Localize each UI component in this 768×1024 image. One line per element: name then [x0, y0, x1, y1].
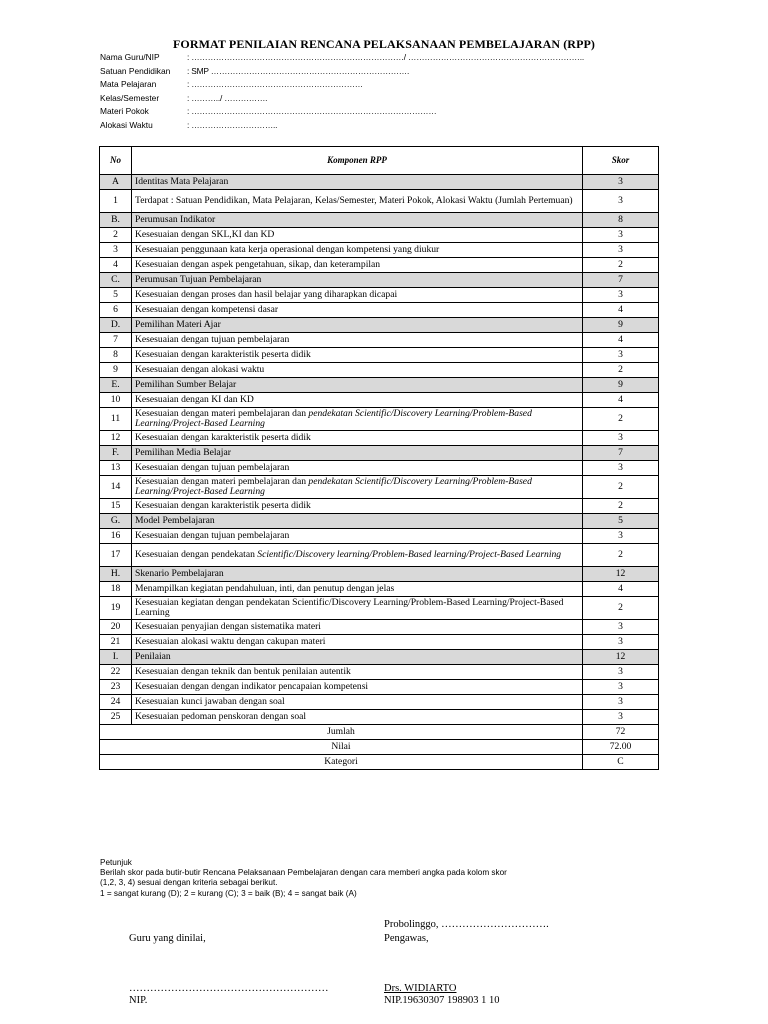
summary-row — [100, 725, 659, 740]
identity-field-row — [100, 106, 584, 120]
row-number: 14 — [100, 476, 132, 499]
identity-fields — [100, 52, 584, 134]
row-score: 12 — [583, 567, 659, 582]
component-text: Perumusan Tujuan Pembelajaran — [135, 273, 262, 285]
component-text: Kesesuaian dengan kompetensi dasar — [135, 303, 279, 315]
instructions-line: (1,2, 3, 4) sesuai dengan kriteria sebagai berikut. — [100, 878, 278, 888]
table-row — [100, 408, 659, 431]
header-component: Komponen RPP — [132, 147, 583, 175]
component-text: Kesesuaian dengan SKL,KI dan KD — [135, 228, 275, 240]
table-row — [100, 190, 659, 213]
component-text: Pemilihan Media Belajar — [135, 446, 231, 458]
section-row — [100, 514, 659, 529]
component-text: Kesesuaian dengan pendekatan — [135, 548, 258, 560]
row-component — [132, 665, 583, 680]
component-text: Kesesuaian dengan aspek pengetahuan, sikap, dan keterampilan — [135, 258, 381, 270]
section-row — [100, 650, 659, 665]
row-score: 3 — [583, 680, 659, 695]
row-component — [132, 393, 583, 408]
component-text: Kesesuaian penyajian dengan sistematika materi — [135, 620, 321, 632]
component-text: Kesesuaian kegiatan dengan pendekatan Scientific/Discovery Learning/Problem-Based Learning/Project-Based Learning — [135, 596, 564, 618]
row-number: 24 — [100, 695, 132, 710]
table-row — [100, 665, 659, 680]
supervisor-role: Pengawas, — [384, 933, 429, 944]
identity-field-label: Nama Guru/NIP — [100, 52, 160, 62]
section-row — [100, 567, 659, 582]
teacher-role: Guru yang dinilai, — [129, 933, 206, 944]
row-score: 2 — [583, 476, 659, 499]
row-number: 18 — [100, 582, 132, 597]
row-number: C. — [100, 273, 132, 288]
table-row — [100, 243, 659, 258]
component-text: Kesesuaian penggunaan kata kerja operasional dengan kompetensi yang diukur — [135, 243, 440, 255]
row-number: 8 — [100, 348, 132, 363]
row-score: 2 — [583, 544, 659, 567]
row-number: G. — [100, 514, 132, 529]
component-text: Kesesuaian dengan KI dan KD — [135, 393, 254, 405]
section-row — [100, 213, 659, 228]
row-component — [132, 597, 583, 620]
row-component — [132, 710, 583, 725]
component-approach-text: pendekatan Scientific/Discovery Learning/Problem-Based Learning/Project-Based Learning — [135, 475, 532, 497]
identity-field-value: : ……………………………………………………………………………… — [187, 106, 437, 117]
identity-field-label: Kelas/Semester — [100, 92, 160, 103]
component-text: Kesesuaian dengan karakteristik peserta didik — [135, 348, 311, 360]
component-text: Terdapat : Satuan Pendidikan, Mata Pelajaran, Kelas/Semester, Materi Pokok, Alokasi Waktu (Jumlah Pertemuan) — [135, 194, 573, 206]
row-score: 3 — [583, 348, 659, 363]
row-score: 3 — [583, 288, 659, 303]
row-score: 3 — [583, 461, 659, 476]
identity-field-row — [100, 120, 584, 134]
row-component — [132, 228, 583, 243]
component-text: Kesesuaian kunci jawaban dengan soal — [135, 695, 285, 707]
row-score: 2 — [583, 363, 659, 378]
summary-row — [100, 755, 659, 770]
identity-field-row — [100, 93, 584, 107]
supervisor-nip: NIP.19630307 198903 1 10 — [384, 995, 500, 1006]
row-number: 10 — [100, 393, 132, 408]
component-text: Penilaian — [135, 650, 171, 662]
row-score: 9 — [583, 378, 659, 393]
row-number: 19 — [100, 597, 132, 620]
component-text: Kesesuaian pedoman penskoran dengan soal — [135, 710, 307, 722]
instructions-line: Berilah skor pada butir-butir Rencana Pelaksanaan Pembelajaran dengan cara memberi angka pada kolom skor — [100, 868, 507, 878]
component-text: Model Pembelajaran — [135, 514, 215, 526]
row-number: D. — [100, 318, 132, 333]
identity-field-label: Mata Pelajaran — [100, 79, 157, 90]
component-text: Kesesuaian dengan tujuan pembelajaran — [135, 333, 290, 345]
row-score: 3 — [583, 431, 659, 446]
row-component — [132, 499, 583, 514]
row-component — [132, 529, 583, 544]
header-score: Skor — [583, 147, 659, 175]
row-number: 17 — [100, 544, 132, 567]
component-text: Skenario Pembelajaran — [135, 567, 224, 579]
row-component — [132, 514, 583, 529]
row-number: 16 — [100, 529, 132, 544]
table-row — [100, 333, 659, 348]
row-score: 3 — [583, 620, 659, 635]
identity-field-label: Alokasi Waktu — [100, 119, 153, 130]
row-component — [132, 303, 583, 318]
row-number: 20 — [100, 620, 132, 635]
row-component — [132, 258, 583, 273]
row-component — [132, 461, 583, 476]
teacher-name-line: ………………………………………………… — [129, 983, 329, 994]
row-score: 3 — [583, 710, 659, 725]
row-score: 5 — [583, 514, 659, 529]
row-number: 21 — [100, 635, 132, 650]
table-row — [100, 635, 659, 650]
row-component — [132, 680, 583, 695]
component-text: Kesesuaian dengan tujuan pembelajaran — [135, 461, 290, 473]
row-component — [132, 333, 583, 348]
row-component — [132, 243, 583, 258]
rpp-assessment-table — [99, 146, 659, 770]
summary-label: Kategori — [100, 755, 583, 770]
row-component — [132, 582, 583, 597]
row-number: H. — [100, 567, 132, 582]
row-score: 3 — [583, 190, 659, 213]
table-row — [100, 461, 659, 476]
identity-field-value: : ……………………………………………………………………/ ……………………………………………………….. — [187, 52, 584, 62]
table-row — [100, 228, 659, 243]
identity-field-value: : ………../ ……………. — [187, 92, 268, 103]
row-component — [132, 567, 583, 582]
component-text: Pemilihan Materi Ajar — [135, 318, 221, 330]
component-text: Kesesuaian dengan teknik dan bentuk penilaian autentik — [135, 665, 351, 677]
component-text: Kesesuaian alokasi waktu dengan cakupan materi — [135, 635, 326, 647]
row-number: 12 — [100, 431, 132, 446]
row-number: 25 — [100, 710, 132, 725]
row-component — [132, 318, 583, 333]
section-row — [100, 175, 659, 190]
row-score: 3 — [583, 635, 659, 650]
identity-field-row — [100, 52, 584, 66]
row-score: 3 — [583, 175, 659, 190]
row-number: 9 — [100, 363, 132, 378]
supervisor-name: Drs. WIDIARTO — [384, 983, 457, 994]
row-number: I. — [100, 650, 132, 665]
component-text: Kesesuaian dengan karakteristik peserta didik — [135, 499, 311, 511]
row-score: 9 — [583, 318, 659, 333]
table-row — [100, 288, 659, 303]
component-text: Kesesuaian dengan proses dan hasil belajar yang diharapkan dicapai — [135, 288, 398, 300]
component-text: Kesesuaian dengan materi pembelajaran dan — [135, 407, 309, 419]
table-row — [100, 476, 659, 499]
row-component — [132, 695, 583, 710]
component-text: Kesesuaian dengan karakteristik peserta didik — [135, 431, 311, 443]
component-approach-text: Scientific/Discovery learning/Problem-Based learning/Project-Based Learning — [257, 548, 562, 560]
table-row — [100, 597, 659, 620]
identity-field-value: : ………………………….. — [187, 119, 278, 130]
row-number: 1 — [100, 190, 132, 213]
table-row — [100, 348, 659, 363]
table-row — [100, 303, 659, 318]
summary-label: Nilai — [100, 740, 583, 755]
summary-value: 72.00 — [583, 740, 659, 755]
table-row — [100, 363, 659, 378]
row-number: A — [100, 175, 132, 190]
row-component — [132, 446, 583, 461]
row-number: 23 — [100, 680, 132, 695]
row-number: 7 — [100, 333, 132, 348]
component-text: Perumusan Indikator — [135, 213, 216, 225]
row-component — [132, 544, 583, 567]
table-row — [100, 582, 659, 597]
component-text: Kesesuaian dengan materi pembelajaran dan — [135, 475, 309, 487]
table-header-row — [100, 147, 659, 175]
instructions-heading: Petunjuk — [100, 858, 132, 867]
row-number: 11 — [100, 408, 132, 431]
table-row — [100, 258, 659, 273]
identity-field-row — [100, 66, 584, 80]
row-score: 3 — [583, 228, 659, 243]
row-component — [132, 213, 583, 228]
summary-row — [100, 740, 659, 755]
row-component — [132, 273, 583, 288]
section-row — [100, 446, 659, 461]
row-number: E. — [100, 378, 132, 393]
row-score: 4 — [583, 333, 659, 348]
section-row — [100, 318, 659, 333]
row-score: 7 — [583, 446, 659, 461]
row-score: 3 — [583, 529, 659, 544]
row-score: 2 — [583, 258, 659, 273]
header-no: No — [100, 147, 132, 175]
summary-value: 72 — [583, 725, 659, 740]
row-component — [132, 348, 583, 363]
row-number: 15 — [100, 499, 132, 514]
row-component — [132, 620, 583, 635]
identity-field-row — [100, 79, 584, 93]
row-number: F. — [100, 446, 132, 461]
section-row — [100, 378, 659, 393]
instructions-scale: 1 = sangat kurang (D); 2 = kurang (C); 3 = baik (B); 4 = sangat baik (A) — [100, 888, 357, 898]
component-text: Pemilihan Sumber Belajar — [135, 378, 237, 390]
row-number: 22 — [100, 665, 132, 680]
table-row — [100, 544, 659, 567]
row-component — [132, 635, 583, 650]
component-text: Kesesuaian dengan alokasi waktu — [135, 363, 265, 375]
row-score: 7 — [583, 273, 659, 288]
row-number: 2 — [100, 228, 132, 243]
row-component — [132, 363, 583, 378]
row-score: 12 — [583, 650, 659, 665]
row-number: 5 — [100, 288, 132, 303]
row-number: 13 — [100, 461, 132, 476]
row-score: 4 — [583, 582, 659, 597]
row-component — [132, 408, 583, 431]
row-score: 2 — [583, 597, 659, 620]
row-component — [132, 175, 583, 190]
identity-field-value: : SMP ………………………………………………………………. — [187, 65, 410, 76]
row-score: 4 — [583, 393, 659, 408]
component-text: Kesesuaian dengan tujuan pembelajaran — [135, 529, 290, 541]
instructions — [100, 858, 580, 899]
row-score: 3 — [583, 695, 659, 710]
table-row — [100, 393, 659, 408]
table-row — [100, 710, 659, 725]
table-row — [100, 695, 659, 710]
row-component — [132, 431, 583, 446]
summary-label: Jumlah — [100, 725, 583, 740]
row-score: 3 — [583, 243, 659, 258]
component-approach-text: pendekatan Scientific/Discovery Learning/Problem-Based Learning/Project-Based Learning — [135, 407, 532, 429]
summary-value: C — [583, 755, 659, 770]
component-text: Kesesuaian dengan dengan indikator pencapaian kompetensi — [135, 680, 369, 692]
row-number: 4 — [100, 258, 132, 273]
row-component — [132, 288, 583, 303]
document-title: FORMAT PENILAIAN RENCANA PELAKSANAAN PEMBELAJARAN (RPP) — [172, 37, 596, 51]
row-component — [132, 650, 583, 665]
row-component — [132, 378, 583, 393]
row-score: 2 — [583, 408, 659, 431]
row-component — [132, 476, 583, 499]
row-number: 6 — [100, 303, 132, 318]
row-number: 3 — [100, 243, 132, 258]
row-score: 2 — [583, 499, 659, 514]
place-date: Probolinggo, …………………………. — [384, 919, 549, 930]
identity-field-label: Satuan Pendidikan — [100, 65, 171, 76]
table-row — [100, 431, 659, 446]
row-number: B. — [100, 213, 132, 228]
component-text: Identitas Mata Pelajaran — [135, 175, 229, 187]
teacher-nip: NIP. — [129, 995, 148, 1006]
section-row — [100, 273, 659, 288]
table-row — [100, 680, 659, 695]
row-score: 8 — [583, 213, 659, 228]
row-component — [132, 190, 583, 213]
table-row — [100, 529, 659, 544]
identity-field-label: Materi Pokok — [100, 106, 149, 117]
table-row — [100, 620, 659, 635]
row-score: 3 — [583, 665, 659, 680]
table-row — [100, 499, 659, 514]
component-text: Menampilkan kegiatan pendahuluan, inti, dan penutup dengan jelas — [135, 582, 395, 594]
row-score: 4 — [583, 303, 659, 318]
identity-field-value: : ……………………………………………………… — [187, 79, 363, 90]
